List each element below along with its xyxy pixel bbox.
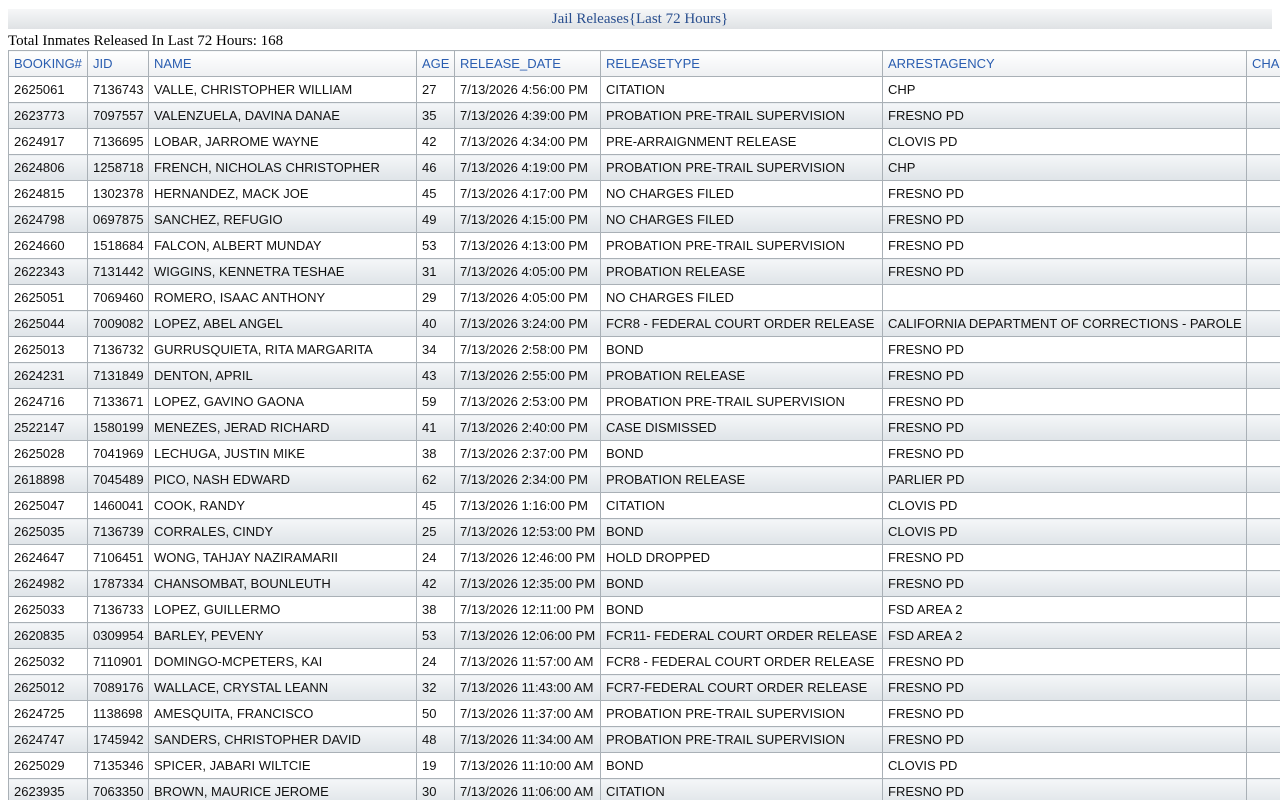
cell-charges: [1247, 155, 1280, 181]
cell-release-date: 7/13/2026 1:16:00 PM: [455, 493, 601, 519]
cell-age: 31: [417, 259, 455, 285]
table-row[interactable]: [9, 77, 1280, 103]
cell-release-date: 7/13/2026 4:17:00 PM: [455, 181, 601, 207]
cell-booking: 2624716: [9, 389, 88, 415]
cell-jid: 7009082: [88, 311, 149, 337]
cell-jid: 7110901: [88, 649, 149, 675]
cell-jid: 0309954: [88, 623, 149, 649]
cell-charges: [1247, 597, 1280, 623]
cell-release-date: 7/13/2026 4:56:00 PM: [455, 77, 601, 103]
cell-arrest-agency: FRESNO PD: [883, 649, 1247, 675]
cell-charges: [1247, 441, 1280, 467]
cell-release-date: 7/13/2026 4:19:00 PM: [455, 155, 601, 181]
cell-charges: [1247, 311, 1280, 337]
cell-release-type: CITATION: [601, 779, 883, 800]
table-row[interactable]: [9, 545, 1280, 571]
cell-release-date: 7/13/2026 12:06:00 PM: [455, 623, 601, 649]
cell-age: 40: [417, 311, 455, 337]
cell-release-date: 7/13/2026 4:15:00 PM: [455, 207, 601, 233]
cell-age: 48: [417, 727, 455, 753]
table-row[interactable]: [9, 623, 1280, 649]
cell-release-type: PROBATION RELEASE: [601, 259, 883, 285]
cell-release-type: PROBATION PRE-TRAIL SUPERVISION: [601, 233, 883, 259]
cell-jid: 7131849: [88, 363, 149, 389]
table-row[interactable]: [9, 675, 1280, 701]
column-header-name[interactable]: NAME: [149, 51, 417, 77]
cell-booking: 2623935: [9, 779, 88, 800]
cell-release-date: 7/13/2026 4:05:00 PM: [455, 285, 601, 311]
cell-age: 29: [417, 285, 455, 311]
table-row[interactable]: [9, 441, 1280, 467]
cell-jid: 7136739: [88, 519, 149, 545]
cell-name: SPICER, JABARI WILTCIE: [149, 753, 417, 779]
cell-booking: 2625012: [9, 675, 88, 701]
cell-booking: 2624806: [9, 155, 88, 181]
cell-charges: [1247, 519, 1280, 545]
cell-release-date: 7/13/2026 2:34:00 PM: [455, 467, 601, 493]
cell-release-type: FCR11- FEDERAL COURT ORDER RELEASE: [601, 623, 883, 649]
cell-name: WIGGINS, KENNETRA TESHAE: [149, 259, 417, 285]
cell-name: SANCHEZ, REFUGIO: [149, 207, 417, 233]
release-summary: [8, 32, 283, 50]
cell-booking: 2625061: [9, 77, 88, 103]
cell-charges: [1247, 129, 1280, 155]
cell-jid: 7045489: [88, 467, 149, 493]
cell-arrest-agency: FRESNO PD: [883, 259, 1247, 285]
cell-booking: 2624917: [9, 129, 88, 155]
cell-age: 32: [417, 675, 455, 701]
cell-name: WONG, TAHJAY NAZIRAMARII: [149, 545, 417, 571]
column-header-booking[interactable]: BOOKING#: [9, 51, 88, 77]
cell-charges: [1247, 363, 1280, 389]
cell-name: COOK, RANDY: [149, 493, 417, 519]
cell-jid: 7069460: [88, 285, 149, 311]
cell-name: LOBAR, JARROME WAYNE: [149, 129, 417, 155]
cell-name: DENTON, APRIL: [149, 363, 417, 389]
cell-charges: [1247, 727, 1280, 753]
cell-name: LOPEZ, GUILLERMO: [149, 597, 417, 623]
table-row[interactable]: [9, 701, 1280, 727]
cell-release-date: 7/13/2026 12:46:00 PM: [455, 545, 601, 571]
cell-age: 45: [417, 493, 455, 519]
cell-charges: [1247, 103, 1280, 129]
cell-name: CHANSOMBAT, BOUNLEUTH: [149, 571, 417, 597]
cell-release-date: 7/13/2026 2:37:00 PM: [455, 441, 601, 467]
cell-arrest-agency: FRESNO PD: [883, 441, 1247, 467]
cell-jid: 7136695: [88, 129, 149, 155]
table-row[interactable]: [9, 233, 1280, 259]
cell-age: 59: [417, 389, 455, 415]
header-row: [9, 51, 1280, 77]
table-row[interactable]: [9, 155, 1280, 181]
table-row[interactable]: [9, 649, 1280, 675]
cell-charges: [1247, 467, 1280, 493]
cell-jid: 1138698: [88, 701, 149, 727]
releases-table: [8, 50, 1280, 800]
cell-booking: 2625013: [9, 337, 88, 363]
cell-arrest-agency: CLOVIS PD: [883, 519, 1247, 545]
cell-charges: [1247, 675, 1280, 701]
cell-name: AMESQUITA, FRANCISCO: [149, 701, 417, 727]
cell-charges: [1247, 753, 1280, 779]
cell-jid: 7063350: [88, 779, 149, 800]
cell-age: 50: [417, 701, 455, 727]
cell-jid: 7089176: [88, 675, 149, 701]
table-row[interactable]: [9, 753, 1280, 779]
cell-release-type: NO CHARGES FILED: [601, 285, 883, 311]
cell-arrest-agency: FRESNO PD: [883, 415, 1247, 441]
cell-name: FRENCH, NICHOLAS CHRISTOPHER: [149, 155, 417, 181]
cell-jid: 1518684: [88, 233, 149, 259]
cell-release-type: FCR7-FEDERAL COURT ORDER RELEASE: [601, 675, 883, 701]
cell-jid: 1745942: [88, 727, 149, 753]
cell-jid: 1787334: [88, 571, 149, 597]
cell-release-type: PRE-ARRAIGNMENT RELEASE: [601, 129, 883, 155]
cell-booking: 2618898: [9, 467, 88, 493]
cell-booking: 2625035: [9, 519, 88, 545]
cell-release-date: 7/13/2026 11:43:00 AM: [455, 675, 601, 701]
table-row[interactable]: [9, 597, 1280, 623]
cell-charges: [1247, 181, 1280, 207]
cell-arrest-agency: FRESNO PD: [883, 207, 1247, 233]
cell-name: BROWN, MAURICE JEROME: [149, 779, 417, 800]
table-row[interactable]: [9, 389, 1280, 415]
table-row[interactable]: [9, 779, 1280, 800]
cell-charges: [1247, 649, 1280, 675]
cell-jid: 1258718: [88, 155, 149, 181]
table-row[interactable]: [9, 129, 1280, 155]
cell-release-date: 7/13/2026 12:11:00 PM: [455, 597, 601, 623]
cell-release-type: BOND: [601, 753, 883, 779]
cell-charges: [1247, 207, 1280, 233]
cell-name: SANDERS, CHRISTOPHER DAVID: [149, 727, 417, 753]
cell-age: 42: [417, 129, 455, 155]
cell-age: 43: [417, 363, 455, 389]
cell-charges: [1247, 259, 1280, 285]
cell-release-type: BOND: [601, 597, 883, 623]
cell-release-type: CASE DISMISSED: [601, 415, 883, 441]
cell-booking: 2622343: [9, 259, 88, 285]
cell-name: FALCON, ALBERT MUNDAY: [149, 233, 417, 259]
column-header-arrest-agency[interactable]: ARRESTAGENCY: [883, 51, 1247, 77]
cell-booking: 2522147: [9, 415, 88, 441]
cell-release-date: 7/13/2026 11:06:00 AM: [455, 779, 601, 800]
cell-booking: 2624647: [9, 545, 88, 571]
cell-charges: [1247, 701, 1280, 727]
cell-release-date: 7/13/2026 2:40:00 PM: [455, 415, 601, 441]
table-row[interactable]: [9, 207, 1280, 233]
cell-name: WALLACE, CRYSTAL LEANN: [149, 675, 417, 701]
cell-jid: 0697875: [88, 207, 149, 233]
table-row[interactable]: [9, 571, 1280, 597]
cell-arrest-agency: FSD AREA 2: [883, 623, 1247, 649]
cell-jid: 7097557: [88, 103, 149, 129]
cell-jid: 7136732: [88, 337, 149, 363]
cell-charges: [1247, 389, 1280, 415]
cell-release-type: PROBATION PRE-TRAIL SUPERVISION: [601, 701, 883, 727]
cell-release-date: 7/13/2026 11:10:00 AM: [455, 753, 601, 779]
cell-booking: 2625044: [9, 311, 88, 337]
cell-release-date: 7/13/2026 12:53:00 PM: [455, 519, 601, 545]
cell-release-type: BOND: [601, 571, 883, 597]
cell-age: 46: [417, 155, 455, 181]
cell-release-date: 7/13/2026 11:57:00 AM: [455, 649, 601, 675]
cell-booking: 2625032: [9, 649, 88, 675]
cell-release-type: PROBATION PRE-TRAIL SUPERVISION: [601, 389, 883, 415]
cell-age: 53: [417, 233, 455, 259]
cell-booking: 2620835: [9, 623, 88, 649]
cell-arrest-agency: FSD AREA 2: [883, 597, 1247, 623]
cell-age: 24: [417, 545, 455, 571]
cell-booking: 2625047: [9, 493, 88, 519]
cell-arrest-agency: FRESNO PD: [883, 103, 1247, 129]
cell-booking: 2624660: [9, 233, 88, 259]
cell-name: CORRALES, CINDY: [149, 519, 417, 545]
cell-jid: 7133671: [88, 389, 149, 415]
cell-age: 35: [417, 103, 455, 129]
cell-age: 25: [417, 519, 455, 545]
cell-release-date: 7/13/2026 4:34:00 PM: [455, 129, 601, 155]
table-row[interactable]: [9, 493, 1280, 519]
column-header-release-date[interactable]: RELEASE_DATE: [455, 51, 601, 77]
cell-release-type: BOND: [601, 519, 883, 545]
cell-name: VALENZUELA, DAVINA DANAE: [149, 103, 417, 129]
table-row[interactable]: [9, 519, 1280, 545]
cell-booking: 2624725: [9, 701, 88, 727]
cell-release-type: CITATION: [601, 77, 883, 103]
page-title: Jail Releases{Last 72 Hours}: [8, 9, 1272, 29]
cell-charges: [1247, 233, 1280, 259]
cell-jid: 7106451: [88, 545, 149, 571]
cell-release-type: PROBATION PRE-TRAIL SUPERVISION: [601, 727, 883, 753]
cell-release-date: 7/13/2026 2:58:00 PM: [455, 337, 601, 363]
cell-arrest-agency: CLOVIS PD: [883, 129, 1247, 155]
cell-charges: [1247, 415, 1280, 441]
table-row[interactable]: [9, 259, 1280, 285]
cell-age: 62: [417, 467, 455, 493]
cell-release-date: 7/13/2026 4:05:00 PM: [455, 259, 601, 285]
cell-booking: 2625028: [9, 441, 88, 467]
cell-arrest-agency: FRESNO PD: [883, 779, 1247, 800]
cell-charges: [1247, 571, 1280, 597]
table-row[interactable]: [9, 467, 1280, 493]
cell-jid: 7136743: [88, 77, 149, 103]
cell-name: LOPEZ, GAVINO GAONA: [149, 389, 417, 415]
table-row[interactable]: [9, 103, 1280, 129]
column-header-age[interactable]: AGE: [417, 51, 455, 77]
cell-release-type: FCR8 - FEDERAL COURT ORDER RELEASE: [601, 311, 883, 337]
column-header-release-type[interactable]: RELEASETYPE: [601, 51, 883, 77]
cell-release-date: 7/13/2026 11:37:00 AM: [455, 701, 601, 727]
cell-arrest-agency: FRESNO PD: [883, 337, 1247, 363]
cell-age: 34: [417, 337, 455, 363]
table-row[interactable]: [9, 181, 1280, 207]
cell-release-type: CITATION: [601, 493, 883, 519]
cell-age: 19: [417, 753, 455, 779]
cell-release-type: BOND: [601, 441, 883, 467]
cell-age: 53: [417, 623, 455, 649]
cell-release-type: PROBATION PRE-TRAIL SUPERVISION: [601, 155, 883, 181]
table-row[interactable]: [9, 727, 1280, 753]
column-header-charges[interactable]: CHA: [1247, 51, 1280, 77]
cell-release-date: 7/13/2026 2:53:00 PM: [455, 389, 601, 415]
cell-jid: 7135346: [88, 753, 149, 779]
cell-name: LOPEZ, ABEL ANGEL: [149, 311, 417, 337]
cell-age: 45: [417, 181, 455, 207]
cell-arrest-agency: FRESNO PD: [883, 545, 1247, 571]
cell-arrest-agency: FRESNO PD: [883, 727, 1247, 753]
cell-arrest-agency: CHP: [883, 155, 1247, 181]
cell-release-date: 7/13/2026 11:34:00 AM: [455, 727, 601, 753]
cell-jid: 7136733: [88, 597, 149, 623]
cell-jid: 1460041: [88, 493, 149, 519]
cell-arrest-agency: CHP: [883, 77, 1247, 103]
cell-charges: [1247, 545, 1280, 571]
cell-arrest-agency: FRESNO PD: [883, 701, 1247, 727]
cell-arrest-agency: PARLIER PD: [883, 467, 1247, 493]
cell-name: LECHUGA, JUSTIN MIKE: [149, 441, 417, 467]
cell-name: GURRUSQUIETA, RITA MARGARITA: [149, 337, 417, 363]
cell-arrest-agency: CLOVIS PD: [883, 493, 1247, 519]
column-header-jid[interactable]: JID: [88, 51, 149, 77]
cell-age: 30: [417, 779, 455, 800]
cell-release-type: PROBATION RELEASE: [601, 363, 883, 389]
cell-arrest-agency: [883, 285, 1247, 311]
cell-release-date: 7/13/2026 2:55:00 PM: [455, 363, 601, 389]
cell-release-type: PROBATION RELEASE: [601, 467, 883, 493]
cell-charges: [1247, 623, 1280, 649]
table-row[interactable]: [9, 311, 1280, 337]
cell-release-type: HOLD DROPPED: [601, 545, 883, 571]
cell-age: 24: [417, 649, 455, 675]
table-row[interactable]: [9, 363, 1280, 389]
cell-jid: 7131442: [88, 259, 149, 285]
cell-release-type: NO CHARGES FILED: [601, 207, 883, 233]
cell-age: 41: [417, 415, 455, 441]
cell-arrest-agency: FRESNO PD: [883, 181, 1247, 207]
cell-jid: 1302378: [88, 181, 149, 207]
cell-booking: 2625029: [9, 753, 88, 779]
table-row[interactable]: [9, 285, 1280, 311]
cell-arrest-agency: CLOVIS PD: [883, 753, 1247, 779]
cell-arrest-agency: CALIFORNIA DEPARTMENT OF CORRECTIONS - PAROLE: [883, 311, 1247, 337]
cell-booking: 2624231: [9, 363, 88, 389]
cell-booking: 2625033: [9, 597, 88, 623]
cell-name: HERNANDEZ, MACK JOE: [149, 181, 417, 207]
cell-arrest-agency: FRESNO PD: [883, 363, 1247, 389]
cell-name: PICO, NASH EDWARD: [149, 467, 417, 493]
cell-age: 42: [417, 571, 455, 597]
cell-charges: [1247, 779, 1280, 800]
cell-booking: 2624747: [9, 727, 88, 753]
cell-name: DOMINGO-MCPETERS, KAI: [149, 649, 417, 675]
cell-release-type: NO CHARGES FILED: [601, 181, 883, 207]
cell-release-date: 7/13/2026 3:24:00 PM: [455, 311, 601, 337]
cell-booking: 2624798: [9, 207, 88, 233]
cell-age: 49: [417, 207, 455, 233]
cell-name: BARLEY, PEVENY: [149, 623, 417, 649]
cell-jid: 1580199: [88, 415, 149, 441]
cell-name: VALLE, CHRISTOPHER WILLIAM: [149, 77, 417, 103]
summary-label: Total Inmates Released In Last 72 Hours:: [8, 33, 257, 49]
cell-release-type: FCR8 - FEDERAL COURT ORDER RELEASE: [601, 649, 883, 675]
cell-release-type: BOND: [601, 337, 883, 363]
cell-booking: 2625051: [9, 285, 88, 311]
cell-age: 27: [417, 77, 455, 103]
cell-charges: [1247, 285, 1280, 311]
table-row[interactable]: [9, 337, 1280, 363]
cell-arrest-agency: FRESNO PD: [883, 233, 1247, 259]
cell-charges: [1247, 337, 1280, 363]
cell-booking: 2623773: [9, 103, 88, 129]
cell-arrest-agency: FRESNO PD: [883, 571, 1247, 597]
table-body: [9, 77, 1280, 800]
cell-charges: [1247, 493, 1280, 519]
cell-arrest-agency: FRESNO PD: [883, 675, 1247, 701]
cell-age: 38: [417, 597, 455, 623]
cell-name: ROMERO, ISAAC ANTHONY: [149, 285, 417, 311]
cell-jid: 7041969: [88, 441, 149, 467]
cell-charges: [1247, 77, 1280, 103]
cell-arrest-agency: FRESNO PD: [883, 389, 1247, 415]
cell-age: 38: [417, 441, 455, 467]
cell-booking: 2624982: [9, 571, 88, 597]
cell-release-date: 7/13/2026 4:13:00 PM: [455, 233, 601, 259]
cell-release-type: PROBATION PRE-TRAIL SUPERVISION: [601, 103, 883, 129]
cell-name: MENEZES, JERAD RICHARD: [149, 415, 417, 441]
table-row[interactable]: [9, 415, 1280, 441]
summary-count: 168: [260, 33, 284, 49]
releases-table-container[interactable]: [8, 50, 1280, 800]
cell-booking: 2624815: [9, 181, 88, 207]
cell-release-date: 7/13/2026 4:39:00 PM: [455, 103, 601, 129]
cell-release-date: 7/13/2026 12:35:00 PM: [455, 571, 601, 597]
